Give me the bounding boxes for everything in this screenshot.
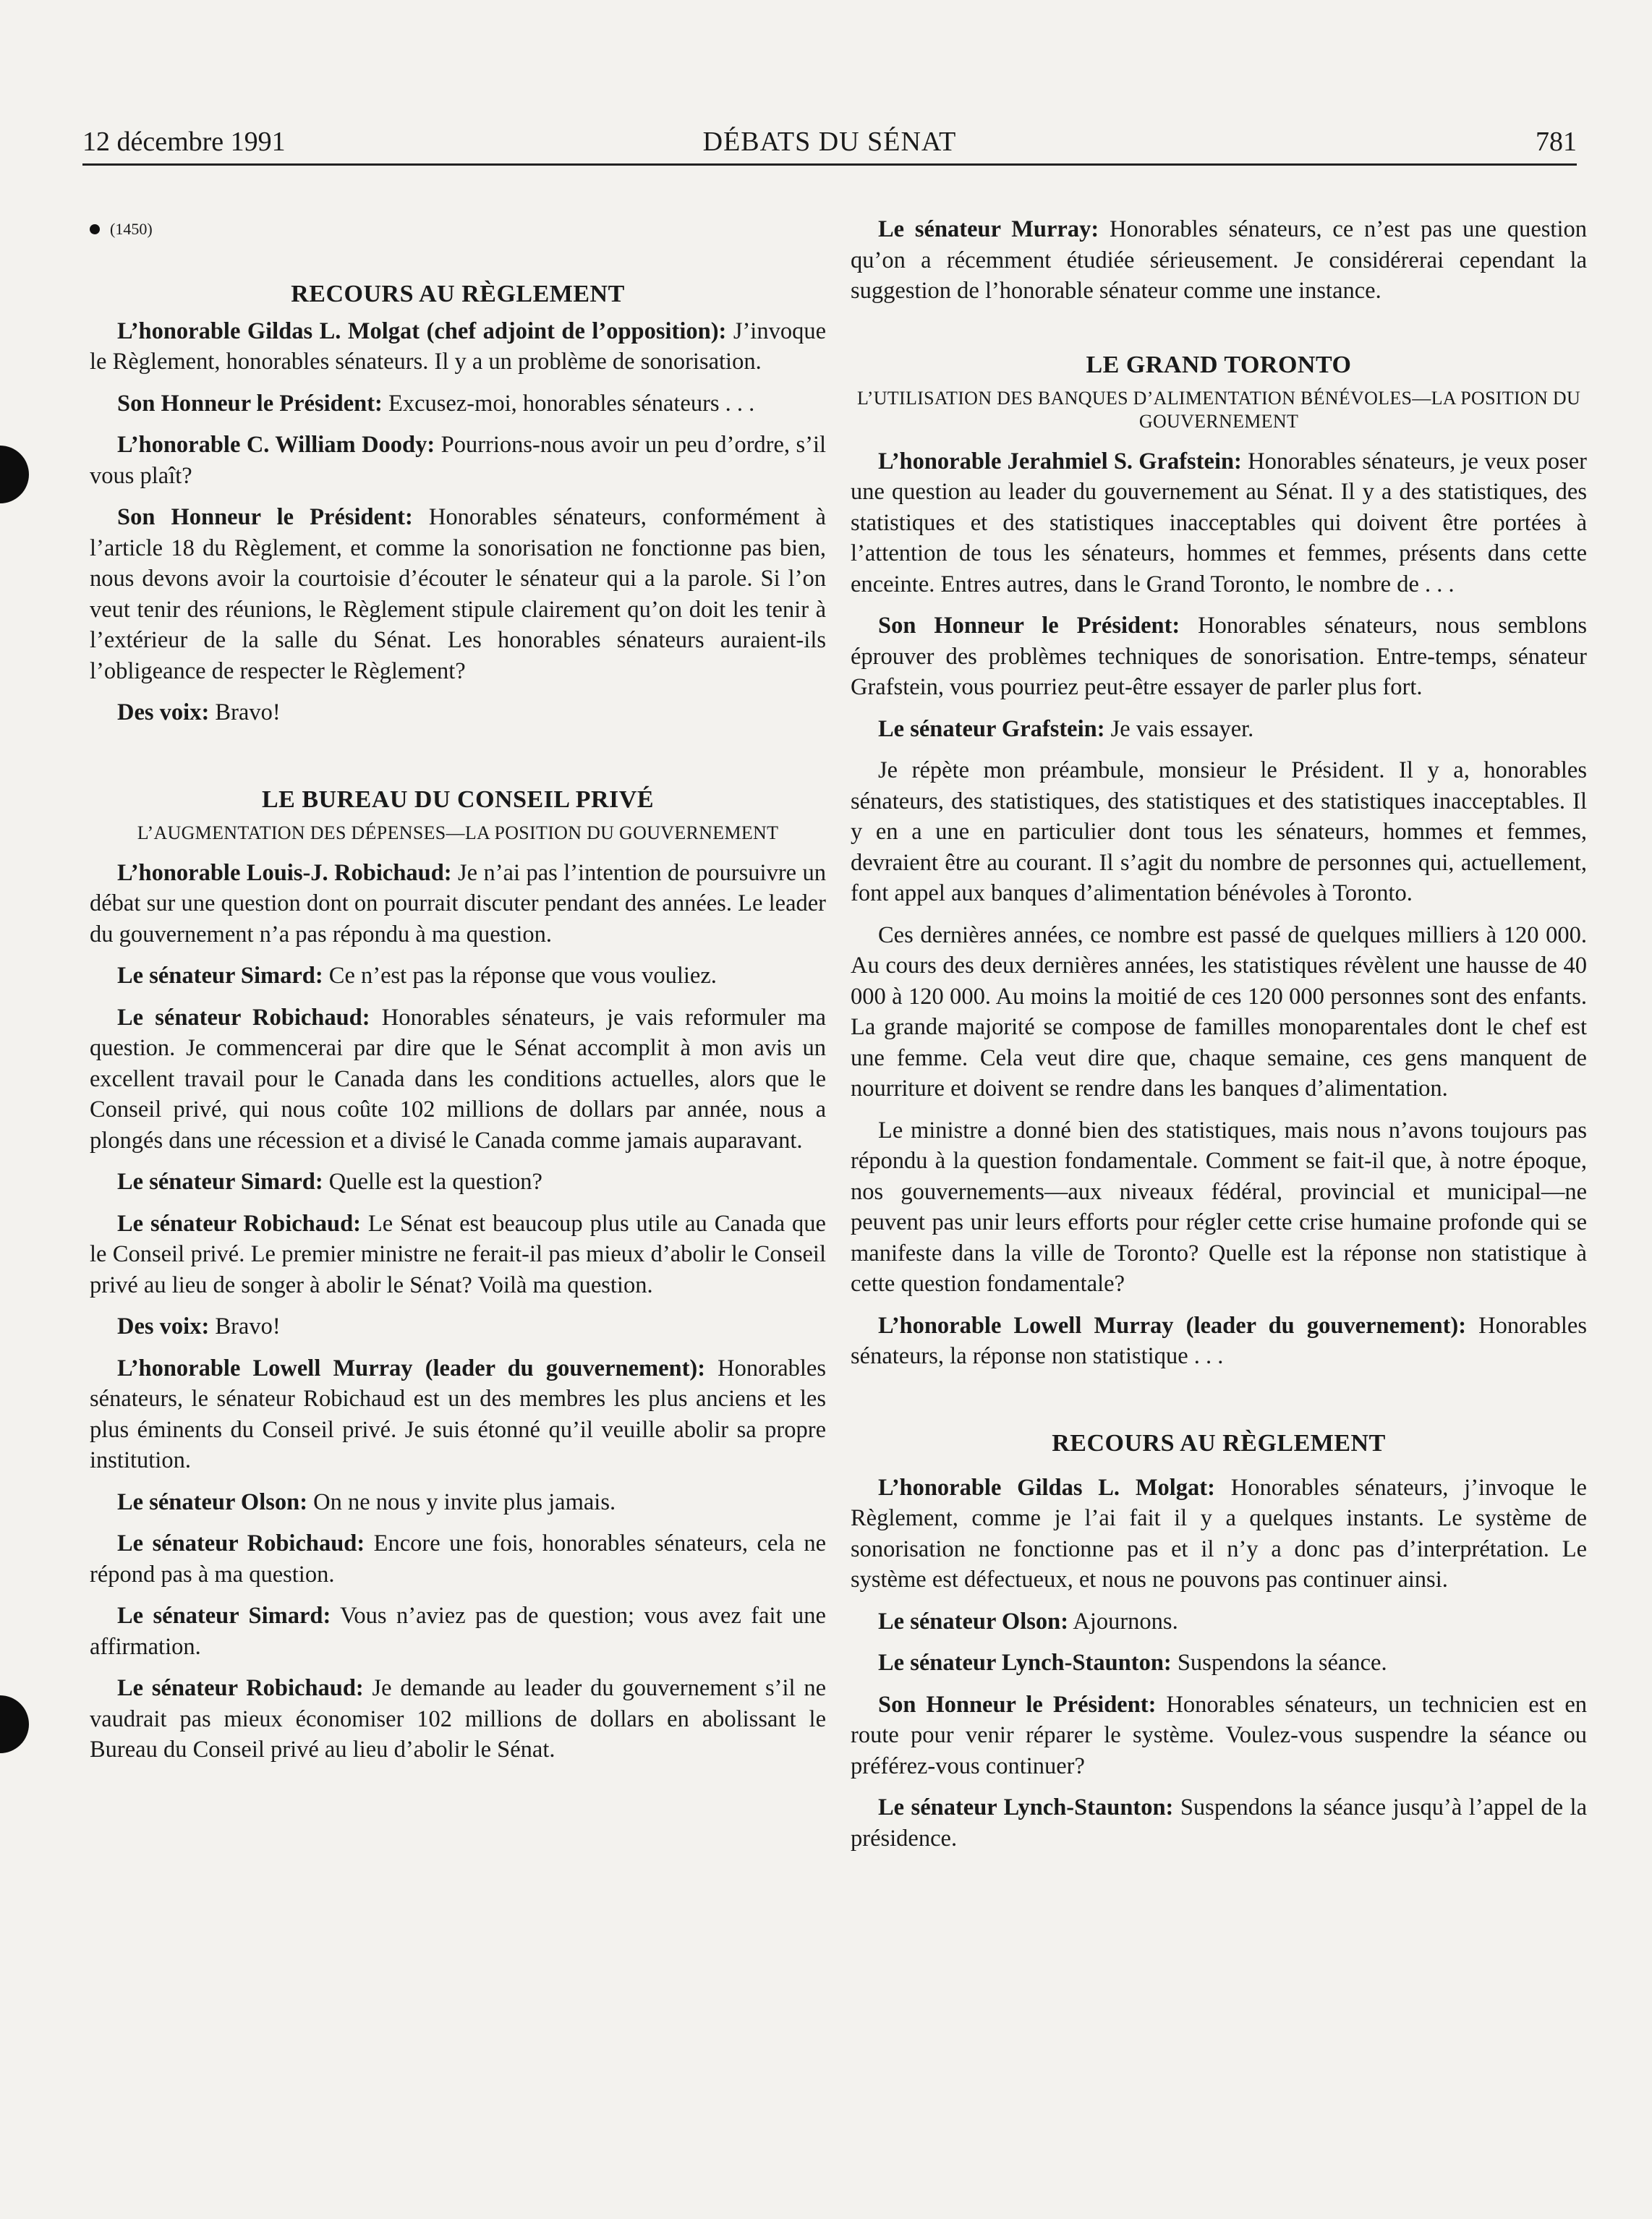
- speech-paragraph: [90, 1167, 826, 1198]
- speech-text: Pourrions-nous avoir un peu d’ordre, s’il vous plaît?: [90, 432, 826, 489]
- speech-text: Ajournons.: [1068, 1608, 1178, 1635]
- speech-paragraph: [851, 920, 1587, 1104]
- speech-paragraph: [851, 214, 1587, 307]
- speech-paragraph: [90, 961, 826, 992]
- speech-text: Je n’ai pas l’intention de poursuivre un débat sur une question dont on pourrait discuter pendant des années. Le leader du gouvernement n’a pas répondu à ma question.: [90, 859, 826, 947]
- speech-paragraph: [851, 1792, 1587, 1854]
- speech-paragraph: [851, 1115, 1587, 1300]
- speaker-name: Des voix:: [117, 1313, 210, 1340]
- speech-paragraph: [90, 1601, 826, 1662]
- speech-text: Suspendons la séance.: [1171, 1650, 1387, 1676]
- speech-paragraph: [851, 446, 1587, 600]
- speaker-name: L’honorable Gildas L. Molgat:: [878, 1474, 1215, 1501]
- speech-paragraph: [851, 1311, 1587, 1372]
- speaker-name: Son Honneur le Président:: [117, 390, 383, 417]
- speaker-name: Des voix:: [117, 699, 210, 725]
- speaker-name: Le sénateur Robichaud:: [117, 1210, 361, 1237]
- speech-text: Le ministre a donné bien des statistiques, mais nous n’avons toujours pas répondu à la question fondamentale. Comment se fait-il que, à notre époque, nos gouvernements—aux niveaux fédéral, provincial et municipal—ne peuvent pas unir leurs efforts pour régler cette crise humaine profonde qui se manifeste dans la ville de Toronto? Quelle est la réponse non statistique à cette question fondamentale?: [851, 1117, 1587, 1297]
- speech-text: Encore une fois, honorables sénateurs, cela ne répond pas à ma question.: [90, 1530, 826, 1588]
- speech-paragraph: [851, 1473, 1587, 1596]
- page-number: 781: [1536, 127, 1577, 157]
- speech-text: Je répète mon préambule, monsieur le Président. Il y a, honorables sénateurs, des statistiques, des statistiques et des statistiques inacceptables. Il y en a une en particulier dont tous les sénateurs, hommes et femmes, devraient être au courant. Il s’agit du nombre de personnes qui, actuellement, font appel aux banques d’alimentation bénévoles à Toronto.: [851, 757, 1587, 906]
- speech-paragraph: [90, 1353, 826, 1476]
- speech-paragraph: [90, 430, 826, 491]
- speech-list: [851, 446, 1587, 1372]
- punch-hole-bottom: [0, 1695, 29, 1753]
- section-subtitle: L’UTILISATION DES BANQUES D’ALIMENTATION BÉNÉVOLES—LA POSITION DU GOUVERNEMENT: [856, 387, 1581, 432]
- speech-list: [90, 858, 826, 1766]
- speaker-name: L’honorable C. William Doody:: [117, 432, 435, 458]
- speech-paragraph: [851, 610, 1587, 703]
- speech-text: Ce n’est pas la réponse que vous vouliez.: [323, 963, 717, 989]
- speaker-name: Le sénateur Olson:: [117, 1488, 308, 1515]
- speaker-name: Le sénateur Lynch-Staunton:: [878, 1794, 1174, 1820]
- speech-text: Honorables sénateurs, ce n’est pas une question qu’on a récemment étudiée sérieusement. Je considérerai cependant la suggestion de l’honorable sénateur comme une instance.: [851, 216, 1587, 304]
- speech-paragraph: [90, 1311, 826, 1342]
- speech-paragraph: [90, 1002, 826, 1157]
- speech-text: Honorables sénateurs, j’invoque le Règlement, comme je l’ai fait il y a quelques instants. Le système de sonorisation ne fonctionne pas et il n’y a donc pas d’interprétation. Le système est défectueux, et nous ne pouvons pas continuer ainsi.: [851, 1474, 1587, 1593]
- speech-paragraph: [90, 858, 826, 950]
- speech-text: J’invoque le Règlement, honorables sénateurs. Il y a un problème de sonorisation.: [90, 318, 826, 375]
- section-title: LE GRAND TORONTO: [1086, 351, 1352, 378]
- speaker-name: Le sénateur Robichaud:: [117, 1675, 364, 1701]
- section-title: RECOURS AU RÈGLEMENT: [291, 280, 625, 307]
- speaker-name: Le sénateur Robichaud:: [117, 1004, 370, 1031]
- speech-paragraph: [90, 1487, 826, 1518]
- section-title: RECOURS AU RÈGLEMENT: [1052, 1429, 1386, 1457]
- speaker-name: L’honorable Lowell Murray (leader du gouvernement):: [117, 1355, 706, 1381]
- speech-text: Le Sénat est beaucoup plus utile au Canada que le Conseil privé. Le premier ministre ne ferait-il pas mieux d’abolir le Conseil privé au lieu de songer à abolir le Sénat? Voilà ma question.: [90, 1210, 826, 1298]
- speech-text: Excusez-moi, honorables sénateurs . . .: [382, 390, 755, 417]
- section-title: LE BUREAU DU CONSEIL PRIVÉ: [262, 785, 654, 813]
- speaker-name: Le sénateur Simard:: [117, 963, 323, 989]
- speech-paragraph: [90, 1673, 826, 1766]
- speech-paragraph: [851, 755, 1587, 909]
- speech-text: On ne nous y invite plus jamais.: [307, 1488, 616, 1515]
- speaker-name: Le sénateur Simard:: [117, 1603, 331, 1629]
- speech-paragraph: [90, 316, 826, 378]
- header-date: 12 décembre 1991: [82, 127, 286, 157]
- speech-paragraph: [851, 1606, 1587, 1637]
- time-marker: [90, 214, 826, 245]
- page-header: [82, 127, 1577, 166]
- speaker-name: Le sénateur Olson:: [878, 1608, 1069, 1635]
- speech-text: Bravo!: [209, 699, 281, 725]
- right-column: [851, 214, 1587, 1865]
- speaker-name: Le sénateur Robichaud:: [117, 1530, 365, 1556]
- speech-text: Ces dernières années, ce nombre est passé de quelques milliers à 120 000. Au cours des deux dernières années, les statistiques révèlent une hausse de 40 000 à 120 000. Au moins la moitié de ces 120 000 personnes sont des enfants. La grande majorité se compose de familles monoparentales dont le chef est une femme. Cela veut dire que, chaque semaine, ces gens manquent de nourriture et doivent se rendre dans les banques d’alimentation.: [851, 921, 1587, 1102]
- speech-paragraph: [90, 1528, 826, 1590]
- speech-text: Honorables sénateurs, le sénateur Robichaud est un des membres les plus anciens et les plus éminents du Conseil privé. Je suis étonné qu’il veuille abolir sa propre institution.: [90, 1355, 826, 1473]
- left-column: [90, 214, 826, 1776]
- speech-text: Suspendons la séance jusqu’à l’appel de la présidence.: [851, 1794, 1587, 1852]
- header-title: DÉBATS DU SÉNAT: [702, 127, 957, 157]
- speaker-name: Son Honneur le Président:: [878, 1691, 1157, 1718]
- speech-paragraph: [90, 388, 826, 419]
- speaker-name: Son Honneur le Président:: [878, 613, 1180, 639]
- speaker-name: Le sénateur Murray:: [878, 216, 1099, 242]
- speaker-name: L’honorable Lowell Murray (leader du gouvernement):: [878, 1312, 1467, 1339]
- bullet-icon: [90, 224, 100, 234]
- speaker-name: Son Honneur le Président:: [117, 504, 413, 530]
- speech-list: [90, 316, 826, 728]
- speech-paragraph: [90, 502, 826, 686]
- speech-text: Vous n’aviez pas de question; vous avez fait une affirmation.: [90, 1603, 826, 1660]
- speech-text: Honorables sénateurs, un technicien est en route pour venir réparer le système. Voulez-vous suspendre la séance ou préférez-vous continuer?: [851, 1691, 1587, 1779]
- speech-text: Honorables sénateurs, conformément à l’article 18 du Règlement, et comme la sonorisation ne fonctionne pas bien, nous devons avoir la courtoisie d’écouter le sénateur qui a la parole. Si l’on veut tenir des réunions, le Règlement stipule clairement qu’on doit les tenir à l’extérieur de la salle du Sénat. Les honorables sénateurs auraient-ils l’obligeance de respecter le Règlement?: [90, 504, 826, 684]
- speech-text: Honorables sénateurs, nous semblons éprouver des problèmes techniques de sonorisation. Entre-temps, sénateur Grafstein, vous pourriez peut-être essayer de parler plus fort.: [851, 613, 1587, 700]
- speech-text: Honorables sénateurs, la réponse non statistique . . .: [851, 1312, 1587, 1369]
- speech-list: [851, 1473, 1587, 1854]
- speaker-name: Le sénateur Lynch-Staunton:: [878, 1650, 1172, 1676]
- speaker-name: Le sénateur Simard:: [117, 1169, 323, 1195]
- speech-text: Je vais essayer.: [1104, 715, 1254, 742]
- speaker-name: Le sénateur Grafstein:: [878, 715, 1105, 742]
- speech-text: Quelle est la question?: [323, 1169, 542, 1195]
- speaker-name: L’honorable Gildas L. Molgat (chef adjoint de l’opposition):: [117, 318, 727, 344]
- speech-text: Honorables sénateurs, je veux poser une question au leader du gouvernement au Sénat. Il y a des statistiques, des statistiques et des statistiques inacceptables qui doivent être portées à l’attention de tous les sénateurs, hommes et femmes, présents dans cette enceinte. Entres autres, dans le Grand Toronto, le nombre de . . .: [851, 448, 1587, 597]
- time-marker-text: (1450): [110, 220, 153, 238]
- speech-paragraph: [90, 1209, 826, 1301]
- section-subtitle: L’AUGMENTATION DES DÉPENSES—LA POSITION DU GOUVERNEMENT: [137, 822, 779, 843]
- speech-text: Honorables sénateurs, je vais reformuler ma question. Je commencerai par dire que le Sénat accomplit à mon avis un excellent travail pour le Canada dans les conditions actuelles, alors que le Conseil privé, qui nous coûte 102 millions de dollars par année, nous a plongés dans une récession et a divisé le Canada comme jamais auparavant.: [90, 1004, 826, 1154]
- speech-paragraph: [90, 697, 826, 728]
- speech-text: Je demande au leader du gouvernement s’il ne vaudrait pas mieux économiser 102 millions de dollars en abolissant le Bureau du Conseil privé au lieu d’abolir le Sénat.: [90, 1675, 826, 1763]
- speaker-name: L’honorable Jerahmiel S. Grafstein:: [878, 448, 1242, 474]
- speech-paragraph: [851, 1690, 1587, 1782]
- speech-paragraph: [851, 1648, 1587, 1679]
- speaker-name: L’honorable Louis-J. Robichaud:: [117, 859, 452, 886]
- speech-list: [851, 214, 1587, 307]
- punch-hole-top: [0, 446, 29, 503]
- speech-paragraph: [851, 714, 1587, 745]
- speech-text: Bravo!: [209, 1313, 281, 1340]
